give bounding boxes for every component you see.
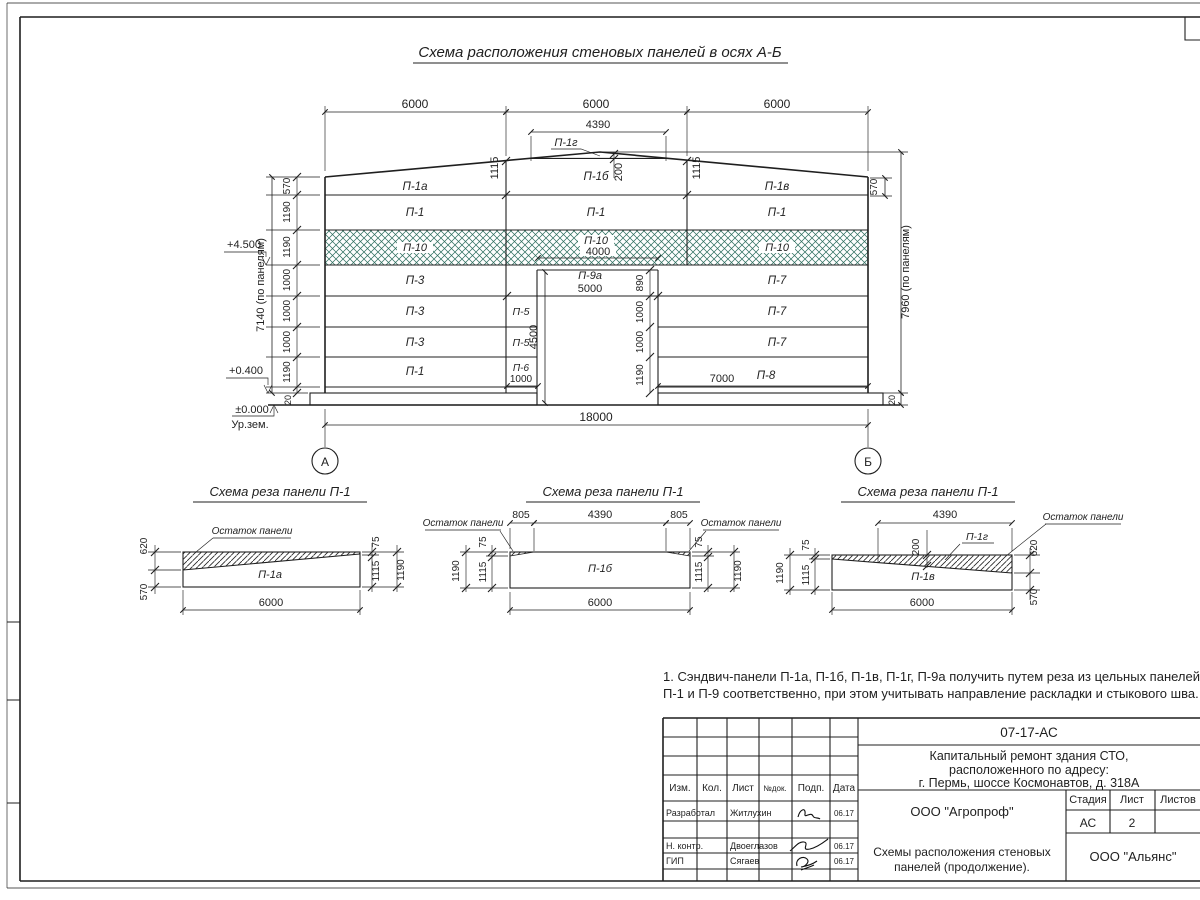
dim-890: 890 — [635, 274, 646, 292]
dim-left-20: 20 — [283, 394, 293, 406]
dim-door-1190: 1190 — [635, 364, 646, 386]
col-list: Лист — [732, 783, 754, 794]
label-p3-r6: П-3 — [405, 337, 425, 349]
dim-5000: 5000 — [577, 283, 603, 295]
right-dimensions — [600, 152, 912, 405]
row2-date: 06.17 — [833, 842, 855, 851]
label-p1-r2b: П-1 — [586, 207, 606, 219]
label-p1g: П-1г — [554, 137, 578, 149]
detail1-remnant-label: Остаток панели — [211, 526, 293, 537]
dim-left-1000a: 1000 — [282, 268, 293, 292]
dim-left-1000c: 1000 — [282, 330, 293, 354]
listov-label: Листов — [1160, 794, 1196, 806]
main-elevation — [224, 97, 912, 474]
axis-label-b: Б — [864, 455, 872, 469]
detail1-dim-570: 570 — [139, 583, 150, 601]
dim-p6-1000: 1000 — [509, 374, 533, 385]
level-0000: ±0.000 — [235, 404, 269, 416]
row1-role: Разработал — [666, 808, 715, 818]
dim-right-570: 570 — [869, 178, 880, 196]
detail2-dim-75l: 75 — [478, 536, 489, 548]
detail2-dim-1190l: 1190 — [451, 560, 462, 582]
doc-title-line2: панелей (продолжение). — [894, 860, 1030, 874]
detail1-dim-75: 75 — [371, 536, 382, 548]
detail2-panel-label: П-1б — [588, 563, 612, 575]
detail2-dim-6000: 6000 — [587, 597, 613, 609]
detail3-dim-200: 200 — [911, 538, 922, 556]
detail3-dim-1190: 1190 — [775, 562, 786, 584]
level-0400: +0.400 — [229, 365, 263, 377]
dim-door-1000a: 1000 — [635, 300, 646, 324]
dim-right-20: 20 — [887, 394, 897, 406]
dim-left-570: 570 — [282, 177, 293, 195]
dim-left-total: 7140 (по панелям) — [255, 238, 267, 332]
col-kol: Кол. — [702, 783, 722, 794]
detail3-dim-6000: 6000 — [909, 597, 935, 609]
row2-role: Н. контр. — [666, 841, 704, 851]
detail2-remnant-right: Остаток панели — [700, 518, 782, 529]
dim-200-ridge: 200 — [613, 162, 625, 182]
dim-bay3: 6000 — [763, 97, 791, 111]
stage-value: АС — [1079, 816, 1097, 830]
label-p3-r5: П-3 — [405, 306, 425, 318]
label-p10-b: П-10 — [584, 235, 608, 247]
project-line3: г. Пермь, шоссе Космонавтов, д. 318А — [918, 776, 1140, 790]
row3-name: Сягаев — [730, 856, 760, 866]
detail1-panel-label: П-1а — [258, 569, 282, 581]
level-ground-label: Ур.зем. — [231, 419, 269, 431]
dim-1115-left: 1115 — [489, 156, 501, 180]
detail2-dim-1115r: 1115 — [694, 561, 705, 583]
row3-date: 06.17 — [833, 857, 855, 866]
bottom-dimension-axes — [312, 409, 881, 474]
dim-1115-right: 1115 — [691, 156, 703, 180]
dim-4500: 4500 — [528, 324, 540, 350]
label-p9a: П-9а — [578, 270, 602, 282]
detail3-panel-label: П-1в — [911, 571, 935, 583]
row1-name: Житлухин — [730, 808, 772, 818]
dim-bay1: 6000 — [401, 97, 429, 111]
detail2-dim-75r: 75 — [694, 536, 705, 548]
detail-3 — [775, 484, 1124, 615]
col-podp: Подп. — [797, 783, 825, 794]
dim-4390-top: 4390 — [585, 119, 611, 131]
label-p5-r5: П-5 — [512, 306, 530, 318]
label-p10-a: П-10 — [403, 242, 427, 254]
label-p1a: П-1а — [402, 181, 428, 193]
left-margin-stamp-boxes — [7, 622, 20, 803]
detail3-dim-570: 570 — [1029, 588, 1040, 606]
col-ndok: №док. — [763, 784, 787, 793]
note-line1: 1. Сэндвич-панели П-1а, П-1б, П-1в, П-1г, П-9а получить путем реза из цельных панелей — [663, 669, 1200, 684]
list-value: 2 — [1128, 816, 1136, 830]
plinth-left — [310, 393, 537, 405]
left-dimensions — [255, 173, 320, 405]
stage-label: Стадия — [1069, 794, 1107, 806]
detail-2 — [423, 484, 782, 615]
corner-stamp-box — [1185, 17, 1200, 40]
dim-left-1000b: 1000 — [282, 299, 293, 323]
label-p7-r6: П-7 — [767, 337, 787, 349]
org1: ООО "Агропроф" — [910, 804, 1014, 819]
dim-bay2: 6000 — [582, 97, 610, 111]
title-block — [663, 718, 1200, 881]
detail3-dim-620: 620 — [1029, 539, 1040, 557]
note — [663, 669, 1200, 701]
detail2-dim-1190r: 1190 — [733, 560, 744, 582]
col-izm: Изм. — [669, 783, 691, 794]
list-label: Лист — [1120, 794, 1144, 806]
label-p7-r5: П-7 — [767, 306, 787, 318]
detail1-dim-6000: 6000 — [258, 597, 284, 609]
label-p6: П-6 — [512, 363, 530, 374]
detail3-dim-4390: 4390 — [932, 509, 958, 521]
row1-date: 06.17 — [833, 809, 855, 818]
dim-left-1190a: 1190 — [282, 201, 293, 223]
doc-title-line1: Схемы расположения стеновых — [873, 845, 1051, 859]
detail2-dim-4390: 4390 — [587, 509, 613, 521]
detail-1 — [139, 484, 407, 615]
detail3-dim-75: 75 — [801, 539, 812, 551]
label-p3-r4: П-3 — [405, 275, 425, 287]
detail1-dim-1115: 1115 — [371, 560, 382, 582]
dim-18000: 18000 — [579, 410, 613, 424]
detail3-remnant-label: Остаток панели — [1042, 512, 1124, 523]
dim-right-total: 7960 (по панелям) — [900, 225, 912, 319]
signature-3 — [797, 857, 817, 870]
detail1-dim-620: 620 — [139, 537, 150, 555]
detail2-dim-805r: 805 — [670, 509, 688, 521]
axis-label-a: А — [320, 455, 330, 469]
label-p5-r6: П-5 — [512, 337, 530, 349]
project-line1: Капитальный ремонт здания СТО, — [929, 749, 1129, 763]
row2-name: Двоеглазов — [730, 841, 778, 851]
dim-7000: 7000 — [709, 373, 735, 385]
note-line2: П-1 и П-9 соответственно, при этом учитывать направление раскладки и стыкового шва. — [663, 686, 1199, 701]
plinth-right — [658, 393, 883, 405]
org2: ООО "Альянс" — [1089, 849, 1177, 864]
project-line2: расположенного по адресу: — [949, 763, 1109, 777]
label-p1-r2a: П-1 — [405, 207, 425, 219]
label-p8: П-8 — [756, 370, 776, 382]
detail1-dim-1190: 1190 — [396, 559, 407, 581]
detail3-title: Схема реза панели П-1 — [857, 484, 999, 499]
level-marks — [224, 239, 278, 431]
label-p10-c: П-10 — [765, 242, 789, 254]
page-title: Схема расположения стеновых панелей в осях А-Б — [418, 44, 782, 61]
label-p1v: П-1в — [764, 181, 790, 193]
detail2-dim-1115l: 1115 — [478, 561, 489, 583]
label-p7-r4: П-7 — [767, 275, 787, 287]
label-p1b: П-1б — [583, 171, 609, 183]
signature-1 — [798, 810, 820, 819]
detail3-dim-1115: 1115 — [801, 564, 812, 586]
detail1-title: Схема реза панели П-1 — [209, 484, 351, 499]
dim-left-1190c: 1190 — [282, 361, 293, 383]
dim-left-1190b: 1190 — [282, 236, 293, 258]
col-data: Дата — [832, 783, 856, 794]
detail2-dim-805l: 805 — [512, 509, 530, 521]
detail2-title: Схема реза панели П-1 — [542, 484, 684, 499]
detail2-remnant-left: Остаток панели — [422, 518, 504, 529]
row3-role: ГИП — [666, 856, 684, 866]
dim-4000: 4000 — [585, 246, 611, 258]
signature-2 — [790, 839, 828, 851]
label-p1-r2c: П-1 — [767, 207, 787, 219]
dim-door-1000b: 1000 — [635, 330, 646, 354]
doc-number: 07-17-АС — [1000, 725, 1058, 740]
label-p1-r7: П-1 — [405, 366, 425, 378]
detail3-cut-label: П-1г — [965, 531, 989, 543]
level-4500: +4.500 — [227, 239, 261, 251]
